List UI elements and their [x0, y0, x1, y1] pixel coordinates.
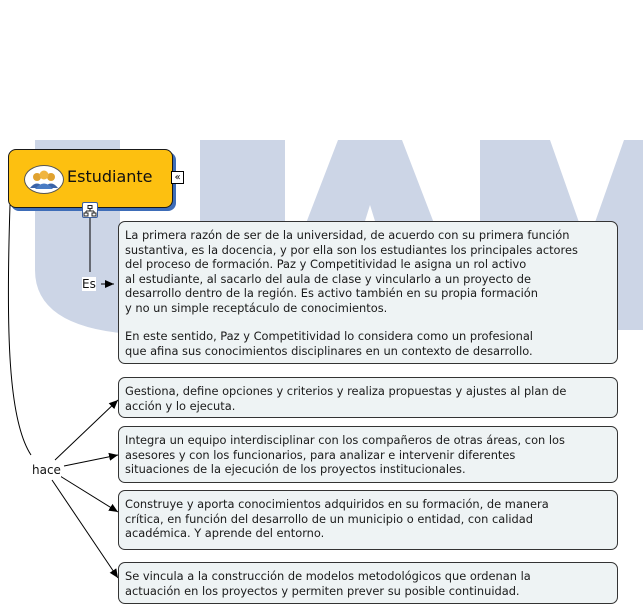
concept-title: Estudiante: [67, 167, 153, 186]
collapse-icon[interactable]: «: [171, 171, 184, 184]
connector-hace-node-3: [60, 476, 118, 512]
text-line: al estudiante, al sacarlo del aula de clase y vincularlo a un proyecto de: [125, 271, 532, 286]
text-line: La primera razón de ser de la universidad, de acuerdo con su primera función: [125, 228, 570, 242]
watermark-text: UAM: [0, 0, 3, 1]
text-line: En este sentido, Paz y Competitividad lo considera como un profesional: [125, 329, 533, 343]
es-paragraph-1: [125, 228, 611, 315]
concept-estudiante[interactable]: [8, 149, 173, 208]
text-line: situaciones de la ejecución de los proyectos institucionales.: [125, 462, 466, 476]
link-label-hace: hace: [32, 463, 61, 477]
text-line: asesores y con los funcionarios, para analizar e intervenir diferentes: [125, 447, 516, 462]
text-line: desarrollo dentro de la región. Es activo también en su propia formación: [125, 286, 538, 300]
concept-node-hace-2[interactable]: [118, 426, 618, 483]
text-line: Gestiona, define opciones y criterios y realiza propuestas y ajustes al plan de: [125, 384, 567, 398]
expand-tree-icon[interactable]: [82, 202, 98, 218]
text-line: Se vincula a la construcción de modelos metodológicos que ordenan la: [125, 569, 531, 583]
concept-node-hace-3[interactable]: [118, 490, 618, 550]
connector-hace-node-1: [55, 400, 118, 460]
text-line: actuación en los proyectos y permiten prever su posible continuidad.: [125, 583, 520, 598]
text-line: Integra un equipo interdisciplinar con los compañeros de otras áreas, con los: [125, 433, 565, 447]
text-line: del proceso de formación. Paz y Competitividad le asigna un rol activo: [125, 257, 527, 271]
concept-node-es-description[interactable]: [118, 221, 618, 364]
concept-node-hace-4[interactable]: [118, 562, 618, 604]
connector-hace-node-2: [64, 455, 118, 466]
connector-hace-node-4: [52, 480, 118, 578]
text-line: acción y lo ejecuta.: [125, 398, 236, 413]
text-line: que afina sus conocimientos disciplinares en un contexto de desarrollo.: [125, 343, 533, 358]
text-line: Construye y aporta conocimientos adquiridos en su formación, de manera: [125, 497, 549, 511]
link-label-es: Es: [82, 277, 96, 291]
text-line: académica. Y aprende del entorno.: [125, 526, 325, 540]
connector-root-hace: [8, 205, 31, 455]
text-line: y no un simple receptáculo de conocimientos.: [125, 300, 388, 315]
students-group-icon: [24, 165, 64, 194]
concept-node-hace-1[interactable]: [118, 377, 618, 418]
text-line: crítica, en función del desarrollo de un municipio o entidad, con calidad: [125, 511, 533, 526]
text-line: sustantiva, es la docencia, y por ella son los estudiantes los principales actores: [125, 242, 578, 257]
es-paragraph-2: [125, 329, 611, 358]
